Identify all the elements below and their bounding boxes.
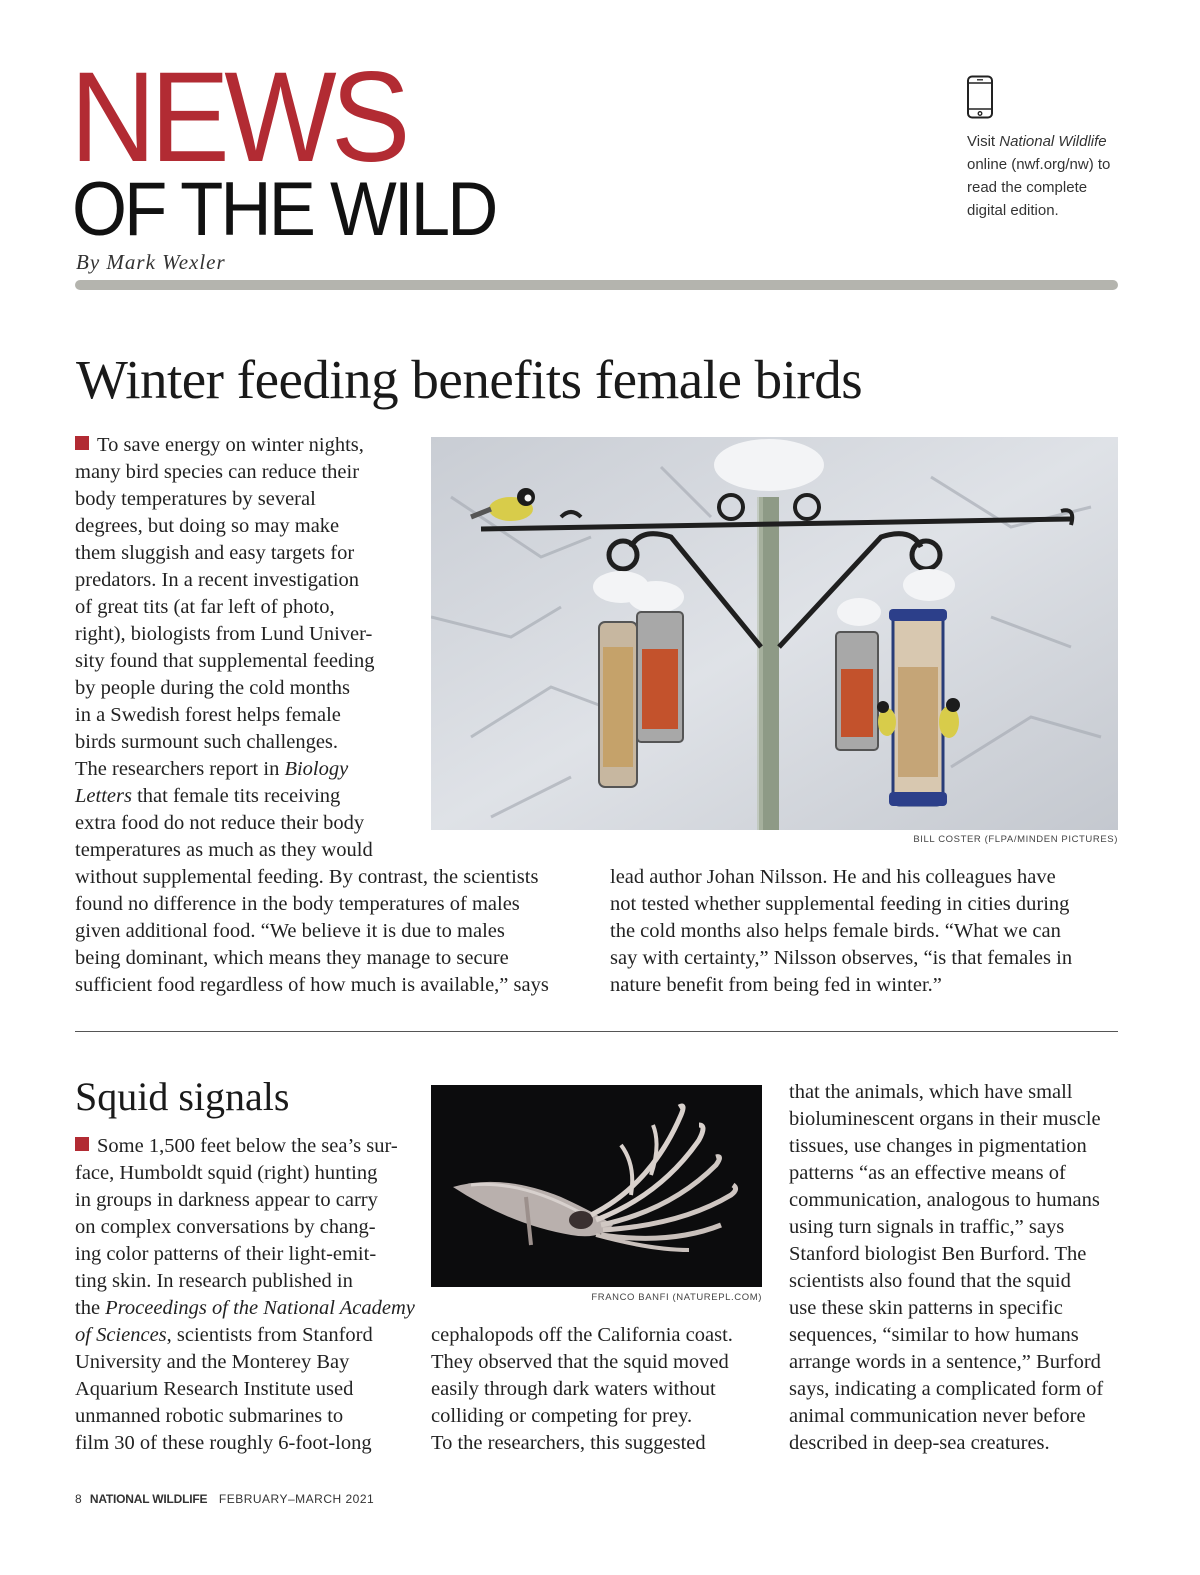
body-line: not tested whether supplemental feeding in cities during	[610, 893, 1070, 915]
body-line: extra food do not reduce their body	[75, 812, 365, 834]
body-line	[75, 1133, 398, 1160]
body-line	[75, 783, 340, 810]
page-footer	[75, 1492, 374, 1506]
journal-title: Biology	[284, 758, 349, 780]
body-line: described in deep-sea creatures.	[789, 1432, 1050, 1454]
promo-text-after: online (nwf.org/nw) to read the complete digital edition.	[967, 156, 1111, 219]
body-line: communication, analogous to humans	[789, 1189, 1100, 1211]
body-line: Aquarium Research Institute used	[75, 1378, 354, 1400]
body-line: ting skin. In research published in	[75, 1270, 353, 1292]
body-line	[75, 1322, 373, 1349]
body-line: cephalopods off the California coast.	[431, 1324, 733, 1346]
body-line: film 30 of these roughly 6-foot-long	[75, 1432, 372, 1454]
masthead-rule	[75, 280, 1118, 290]
body-line: unmanned robotic submarines to	[75, 1405, 344, 1427]
body-line: lead author Johan Nilsson. He and his colleagues have	[610, 866, 1056, 888]
masthead-subtitle: OF THE WILD	[72, 167, 496, 252]
body-line	[75, 432, 364, 459]
byline: By Mark Wexler	[76, 250, 226, 274]
body-line: them sluggish and easy targets for	[75, 542, 355, 564]
body-line: temperatures as much as they would	[75, 839, 373, 861]
body-line: many bird species can reduce their	[75, 461, 360, 483]
body-line: patterns “as an effective means of	[789, 1162, 1066, 1184]
body-line: face, Humboldt squid (right) hunting	[75, 1162, 378, 1184]
issue-date: FEBRUARY–MARCH 2021	[218, 1492, 375, 1506]
body-line: being dominant, which means they manage to secure	[75, 947, 509, 969]
body-line: nature benefit from being fed in winter.”	[610, 974, 942, 996]
body-line: birds surmount such challenges.	[75, 731, 339, 753]
body-line: sufficient food regardless of how much is available,” says	[75, 974, 549, 996]
squid-photo	[431, 1085, 762, 1287]
body-line: easily through dark waters without	[431, 1378, 716, 1400]
page-number: 8	[75, 1492, 83, 1506]
body-line: animal communication never before	[789, 1405, 1086, 1427]
body-line: body temperatures by several	[75, 488, 316, 510]
bird-feeder-photo	[431, 437, 1118, 830]
body-line: by people during the cold months	[75, 677, 350, 699]
body-line: scientists also found that the squid	[789, 1270, 1071, 1292]
body-line: degrees, but doing so may make	[75, 515, 340, 537]
body-line: sity found that supplemental feeding	[75, 650, 375, 672]
body-line: says, indicating a complicated form of	[789, 1378, 1104, 1400]
body-line: using turn signals in traffic,” says	[789, 1216, 1065, 1238]
body-line: University and the Monterey Bay	[75, 1351, 350, 1373]
body-line: use these skin patterns in specific	[789, 1297, 1063, 1319]
digital-edition-promo	[967, 130, 1117, 222]
photo-credit: BILL COSTER (FLPA/MINDEN PICTURES)	[913, 834, 1118, 845]
section-bullet	[75, 1137, 89, 1151]
body-line-text: that female tits receiving	[131, 785, 341, 807]
body-line: that the animals, which have small	[789, 1081, 1073, 1103]
body-line	[75, 756, 348, 783]
promo-text-before: Visit	[967, 133, 1000, 150]
body-line: the cold months also helps female birds. “What we can	[610, 920, 1061, 942]
body-line: found no difference in the body temperatures of males	[75, 893, 520, 915]
body-line: Stanford biologist Ben Burford. The	[789, 1243, 1087, 1265]
body-line: in a Swedish forest helps female	[75, 704, 341, 726]
article-headline: Winter feeding benefits female birds	[76, 349, 863, 410]
magazine-name: NATIONAL WILDLIFE	[89, 1492, 208, 1506]
body-line-text: Some 1,500 feet below the sea’s sur-	[97, 1135, 398, 1157]
journal-title: Proceedings of the National Academy	[105, 1297, 415, 1319]
body-line-text: the	[75, 1297, 106, 1319]
body-line: in groups in darkness appear to carry	[75, 1189, 378, 1211]
body-line: on complex conversations by chang-	[75, 1216, 376, 1238]
body-line: arrange words in a sentence,” Burford	[789, 1351, 1101, 1373]
body-line-text: , scientists from Stanford	[166, 1324, 373, 1346]
body-line: bioluminescent organs in their muscle	[789, 1108, 1101, 1130]
photo-credit: FRANCO BANFI (NATUREPL.COM)	[591, 1292, 762, 1303]
body-line: right), biologists from Lund Univer-	[75, 623, 373, 645]
body-line: To the researchers, this suggested	[431, 1432, 706, 1454]
journal-title: of Sciences	[75, 1324, 167, 1346]
body-line: They observed that the squid moved	[431, 1351, 729, 1373]
body-line: ing color patterns of their light-emit-	[75, 1243, 377, 1265]
body-line: without supplemental feeding. By contrast, the scientists	[75, 866, 539, 888]
section-divider	[75, 1031, 1118, 1032]
promo-magazine-name: National Wildlife	[999, 133, 1107, 150]
body-line	[75, 1295, 415, 1322]
body-line: tissues, use changes in pigmentation	[789, 1135, 1087, 1157]
body-line: predators. In a recent investigation	[75, 569, 360, 591]
body-line-text: To save energy on winter nights,	[97, 434, 364, 456]
article-headline-squid: Squid signals	[75, 1074, 290, 1119]
smartphone-icon	[966, 75, 994, 124]
body-line: given additional food. “We believe it is due to males	[75, 920, 505, 942]
body-line: colliding or competing for prey.	[431, 1405, 693, 1427]
section-bullet	[75, 436, 89, 450]
body-line: of great tits (at far left of photo,	[75, 596, 335, 618]
body-line-text: The researchers report in	[75, 758, 285, 780]
journal-title: Letters	[75, 785, 132, 807]
masthead-news: NEWS	[70, 46, 405, 189]
body-line: say with certainty,” Nilsson observes, “is that females in	[610, 947, 1073, 969]
body-line: sequences, “similar to how humans	[789, 1324, 1079, 1346]
